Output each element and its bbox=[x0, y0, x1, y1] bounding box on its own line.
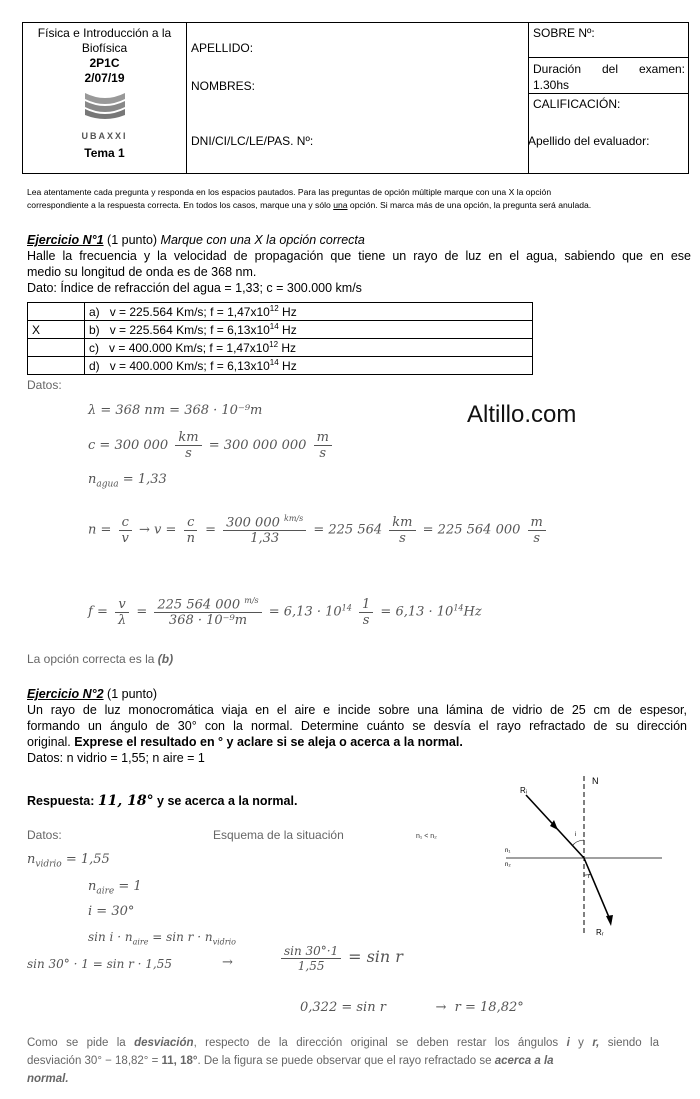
angle-i-label: i bbox=[575, 832, 577, 838]
course-info bbox=[23, 26, 186, 161]
exercise-1-title: Ejercicio N°1 bbox=[27, 233, 104, 247]
exercise-1-body: medio su longitud de onda es de 368 nm. bbox=[27, 265, 257, 279]
option-text: v = 400.000 Km/s; f = 6,13x10 bbox=[109, 359, 270, 373]
conclusion-text: y bbox=[569, 1037, 593, 1049]
conclusion-text: . De la figura se puede observar que el rayo refractado se bbox=[197, 1055, 495, 1067]
exercise-1-instruction: Marque con una X la opción correcta bbox=[160, 233, 365, 247]
duracion-label: Duración del examen: bbox=[533, 62, 685, 76]
exercise-2-conclusion bbox=[27, 1034, 659, 1088]
equation-snell: $\sin i \cdot n_{aire} = \sin r \cdot n_{vidrio}$ bbox=[88, 930, 236, 947]
conclusion-text: , respecto de la dirección original se deben restar los ángulos bbox=[193, 1037, 567, 1049]
conclusion-emph: 11, 18° bbox=[161, 1055, 198, 1067]
exercise-2-points: (1 punto) bbox=[103, 687, 158, 701]
ubaxxi-logo bbox=[75, 89, 135, 133]
instructions-line: Lea atentamente cada pregunta y responda en los espacios pautados. Para las preguntas de opción múltiple marque con una X la opción bbox=[27, 187, 552, 197]
conclusion-line bbox=[27, 1034, 659, 1052]
apellido-field[interactable]: APELLIDO: bbox=[191, 41, 254, 55]
option-row[interactable] bbox=[28, 357, 533, 375]
option-label: c) bbox=[89, 341, 99, 355]
option-row[interactable] bbox=[28, 303, 533, 321]
divider bbox=[528, 57, 688, 58]
option-row[interactable] bbox=[28, 339, 533, 357]
conclusion-text: desviación 30° − 18,82° = bbox=[27, 1055, 162, 1067]
sobre-field[interactable]: SOBRE Nº: bbox=[533, 26, 595, 40]
exercise-2-datos: Datos: n vidrio = 1,55; n aire = 1 bbox=[27, 751, 205, 765]
refraction-diagram bbox=[496, 770, 668, 945]
body-text: original. bbox=[27, 735, 75, 749]
equation-r: 0,322 = sin r → r = 18,82° bbox=[300, 1000, 524, 1015]
divider bbox=[186, 23, 187, 173]
conclusion-text: La opción correcta es la bbox=[27, 652, 158, 666]
n1-label: n₁ bbox=[505, 848, 511, 854]
equation-c: c = 300 000 $\frac{km}{s}$ = 300 000 000 $\frac{m}{s}$ bbox=[88, 430, 335, 461]
exercise-1-dato: Dato: Índice de refracción del agua = 1,33; c = 300.000 km/s bbox=[27, 281, 362, 295]
equation-sin-r: $\frac{\sin 30^\circ\cdot 1}{1,55}$ = sin r bbox=[278, 944, 403, 973]
option-mark-cell[interactable]: X bbox=[28, 321, 85, 339]
option-unit: Hz bbox=[278, 305, 297, 319]
datos-label: Datos: bbox=[27, 378, 62, 392]
exercise-2-body: formando un ángulo de 30° con la normal. Determine cuánto se desvía el rayo refractado de su dirección bbox=[27, 719, 687, 733]
conclusion-text: Como se pide la bbox=[27, 1037, 135, 1049]
option-label: d) bbox=[89, 359, 100, 373]
exercise-1-body: Halle la frecuencia y la velocidad de propagación que tiene un rayo de luz en el agua, sabiendo que en ese bbox=[27, 249, 691, 263]
divider bbox=[528, 23, 529, 173]
equation-n-agua: $n_{agua} = 1,33$ bbox=[88, 472, 167, 490]
option-unit: Hz bbox=[278, 323, 297, 337]
option-unit: Hz bbox=[278, 359, 297, 373]
exercise-2-heading bbox=[27, 686, 687, 702]
instructions-underlined: una bbox=[333, 200, 348, 210]
option-exponent: 12 bbox=[269, 340, 279, 349]
conclusion-emph: r, bbox=[592, 1037, 600, 1049]
option-exponent: 14 bbox=[269, 322, 279, 331]
equation-n-vidrio: $n_{vidrio} = 1,55$ bbox=[27, 852, 110, 870]
respuesta-label: Respuesta: bbox=[27, 794, 98, 808]
esquema-label: Esquema de la situación bbox=[213, 828, 344, 842]
option-mark-cell[interactable] bbox=[28, 339, 85, 357]
conclusion-emph: i bbox=[566, 1037, 570, 1049]
conclusion-emph: acerca a la bbox=[494, 1055, 554, 1067]
option-exponent: 14 bbox=[269, 358, 279, 367]
exercise-2-title: Ejercicio N°2 bbox=[27, 687, 104, 701]
instructions-text: correspondiente a la respuesta correcta. En todos los casos, marque una y sólo bbox=[27, 200, 334, 210]
option-text: v = 225.564 Km/s; f = 6,13x10 bbox=[109, 323, 270, 337]
logo-text: UBAXXI bbox=[81, 131, 128, 141]
divider bbox=[528, 93, 688, 94]
option-text: v = 400.000 Km/s; f = 1,47x10 bbox=[109, 341, 270, 355]
angle-i-arc bbox=[572, 840, 584, 846]
option-label: b) bbox=[89, 323, 100, 337]
exercise-2-body bbox=[27, 734, 687, 750]
refracted-arrowhead bbox=[606, 915, 613, 926]
instructions bbox=[27, 186, 697, 212]
respuesta-tail: y se acerca a la normal. bbox=[153, 794, 298, 808]
refracted-ray bbox=[584, 858, 611, 922]
exam-code: 2P1C bbox=[89, 56, 120, 70]
conclusion-answer: (b) bbox=[157, 652, 174, 666]
nombres-field[interactable]: NOMBRES: bbox=[191, 79, 256, 93]
evaluador-field[interactable]: Apellido del evaluador: bbox=[528, 134, 650, 148]
equation-lambda: λ = 368 nm = 368 · 10⁻⁹m bbox=[88, 403, 263, 418]
duracion-info bbox=[533, 61, 685, 93]
course-title: Física e Introducción a la bbox=[37, 26, 172, 40]
equation-frequency: f = $\frac{v}{\lambda}$ = $\frac{225 564 000 ^{m/s}}{\text{368 · 10⁻⁹m}}$ = $6,13 \cdot 10^{14}$ $\frac{1}{s}$ = $6,13 \cdot 10^{14}Hz$ bbox=[88, 596, 482, 629]
incident-ray-label: Rᵢ bbox=[520, 786, 528, 795]
equation-snell-values: sin 30° · 1 = sin r · 1,55 bbox=[27, 957, 173, 971]
conclusion-emph: normal. bbox=[27, 1073, 69, 1085]
angle-r-label: r bbox=[588, 874, 590, 880]
tema-label: Tema 1 bbox=[84, 146, 125, 160]
options-table bbox=[27, 302, 533, 375]
n-comparison: n₁ < n₂ bbox=[416, 833, 437, 840]
dni-field[interactable]: DNI/CI/LC/LE/PAS. Nº: bbox=[191, 134, 314, 148]
conclusion-emph: desviación bbox=[134, 1037, 194, 1049]
equation-velocity: n = $\frac{c}{v}$ → v = $\frac{c}{n}$ = $\frac{300 000 ^{km/s}}{1,33}$ = 225 564 $\frac{km}{s}$ = 225 564 000 $\frac{m}{s}$ bbox=[88, 514, 549, 546]
conclusion-text: siendo la bbox=[599, 1037, 660, 1049]
refracted-ray-label: Rᵣ bbox=[596, 928, 604, 937]
exam-header bbox=[22, 22, 689, 174]
normal-label: N bbox=[592, 776, 599, 786]
exam-date: 2/07/19 bbox=[84, 71, 125, 85]
exercise-2-respuesta bbox=[27, 793, 297, 809]
datos-label: Datos: bbox=[27, 828, 62, 842]
option-mark-cell[interactable] bbox=[28, 303, 85, 321]
exercise-1 bbox=[27, 232, 691, 296]
exercise-1-conclusion bbox=[27, 652, 173, 666]
arrow: → bbox=[222, 955, 233, 970]
exercise-1-heading bbox=[27, 232, 691, 248]
conclusion-line bbox=[27, 1052, 659, 1070]
instructions-line bbox=[27, 199, 697, 212]
option-row[interactable] bbox=[28, 321, 533, 339]
option-mark-cell[interactable] bbox=[28, 357, 85, 375]
body-bold: Exprese el resultado en ° y aclare si se aleja o acerca a la normal. bbox=[74, 735, 463, 749]
option-text: v = 225.564 Km/s; f = 1,47x10 bbox=[109, 305, 270, 319]
option-unit: Hz bbox=[278, 341, 297, 355]
exercise-2-body: Un rayo de luz monocromática viaja en el aire e incide sobre una lámina de vidrio de 25 cm de espesor, bbox=[27, 703, 687, 717]
altillo-watermark: Altillo.com bbox=[467, 401, 577, 428]
refraction-diagram-svg bbox=[496, 770, 668, 945]
n2-label: n₂ bbox=[505, 862, 511, 868]
equation-i: i = 30° bbox=[88, 904, 135, 919]
instructions-text: opción. Si marca más de una opción, la pregunta será anulada. bbox=[347, 200, 592, 210]
exercise-1-points: (1 punto) bbox=[103, 233, 161, 247]
exercise-2 bbox=[27, 686, 687, 766]
equation-n-aire: $n_{aire} = 1$ bbox=[88, 879, 142, 897]
course-subtitle: Biofísica bbox=[81, 41, 128, 55]
calificacion-field[interactable]: CALIFICACIÓN: bbox=[533, 97, 621, 111]
duracion-value: 1.30hs bbox=[533, 78, 570, 92]
option-label: a) bbox=[89, 305, 100, 319]
respuesta-value: 11, 18° bbox=[97, 793, 154, 809]
option-exponent: 12 bbox=[269, 304, 279, 313]
